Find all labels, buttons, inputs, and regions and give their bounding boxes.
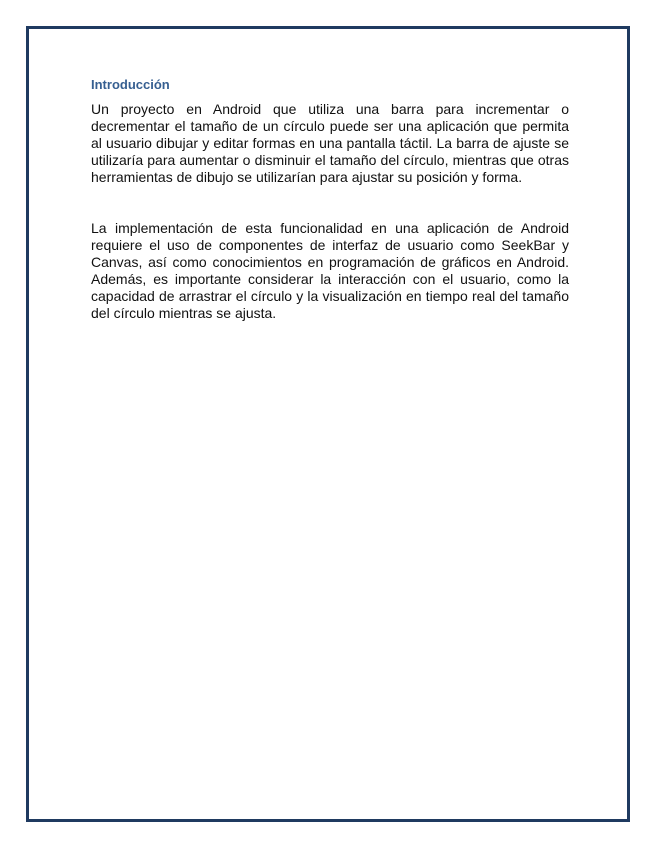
section-heading: Introducción xyxy=(91,77,170,92)
page-border xyxy=(26,26,630,822)
paragraph-intro: Un proyecto en Android que utiliza una barra para incrementar o decrementar el tamaño de un círculo puede ser una aplicación que permita al usuario dibujar y editar formas en una pantalla táctil. La barra de ajuste se utilizaría para aumentar o disminuir el tamaño del círculo, mientras que otras herramientas de dibujo se utilizarían para ajustar su posición y forma. xyxy=(91,101,569,185)
paragraph-implementation: La implementación de esta funcionalidad en una aplicación de Android requiere el uso de componentes de interfaz de usuario como SeekBar y Canvas, así como conocimientos en programación de gráficos en Android. Además, es importante considerar la interacción con el usuario, como la capacidad de arrastrar el círculo y la visualización en tiempo real del tamaño del círculo mientras se ajusta. xyxy=(91,220,569,321)
document-content xyxy=(91,77,569,322)
